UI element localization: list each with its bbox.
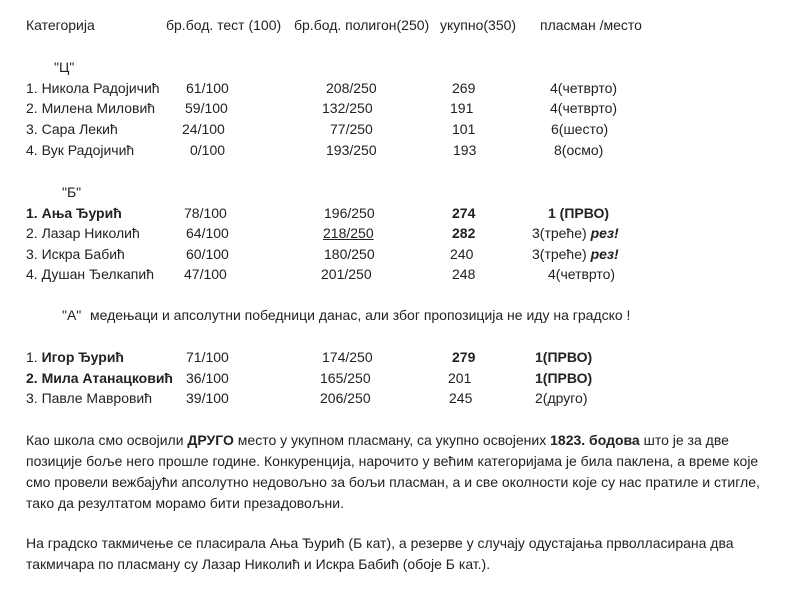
- row-place: 8(осмо): [554, 142, 604, 158]
- row-test: 71/100: [186, 349, 229, 365]
- row-test: 60/100: [186, 246, 229, 262]
- header-test: бр.бод. тест (100): [166, 17, 282, 33]
- row-name: 4. Вук Радојичић: [26, 142, 135, 158]
- row-number: 1.: [26, 205, 42, 221]
- row-place: 4(четврто): [548, 266, 616, 282]
- row-test: 61/100: [186, 80, 229, 96]
- row-name-text: Ања Ђурић: [41, 205, 122, 221]
- row-total: 269: [452, 80, 476, 96]
- row-name: [26, 370, 173, 387]
- row-test: 39/100: [186, 390, 229, 406]
- reserve-mark: рез!: [590, 225, 619, 241]
- row-polygon: 180/250: [324, 246, 375, 262]
- header-category: Категорија: [26, 17, 95, 33]
- row-total: 101: [452, 121, 476, 137]
- row-total: 240: [450, 246, 474, 262]
- row-total: 279: [452, 349, 476, 365]
- row-total: 248: [452, 266, 476, 282]
- row-polygon: 174/250: [322, 349, 373, 365]
- row-name-text: Мила Атанацковић: [41, 370, 173, 386]
- row-name-text: Игор Ђурић: [41, 349, 124, 365]
- row-total: 245: [449, 390, 473, 406]
- group-label: "Б": [62, 184, 82, 200]
- row-test: 64/100: [186, 225, 229, 241]
- row-place: 2(друго): [535, 390, 588, 406]
- row-place: 1(ПРВО): [535, 370, 593, 386]
- row-name: 3. Сара Лекић: [26, 121, 118, 137]
- header-placement: пласман /место: [540, 17, 642, 33]
- row-total: 193: [453, 142, 477, 158]
- reserve-mark: рез!: [590, 246, 619, 262]
- row-polygon: [323, 225, 374, 242]
- row-place: 1 (ПРВО): [548, 205, 610, 221]
- row-test: 0/100: [190, 142, 226, 158]
- city-competition-paragraph: На градско такмичење се пласирала Ања Ђурић (Б кат), а резерве у случају одустајања прволласирана два такмичара по пласману су Лазар Николић и Искра Бабић (обоје Б кат.).: [26, 535, 734, 572]
- group-label: "А": [62, 307, 82, 323]
- row-total: 282: [452, 225, 476, 241]
- polygon-score-underlined: 218/250: [323, 225, 374, 241]
- summary-text: што је за две позиције боље него прошле године. Конкуренција, нарочито у већим категоријама је била паклена, а време које смо провели вежбајући апсолутно недовољно за бољи пласман, а и све околности које су нас пратиле и стигле, тако да резултатом морамо бити презадовољни.: [26, 432, 760, 511]
- place-highlight: ДРУГО: [187, 432, 234, 448]
- summary-text: место у укупном пласману, са укупно освојених: [233, 432, 551, 448]
- points-highlight: 1823. бодова: [550, 432, 640, 448]
- row-name: 4. Душан Ђелкапић: [26, 266, 154, 282]
- row-polygon: 206/250: [320, 390, 371, 406]
- summary-paragraph: [26, 430, 786, 514]
- row-place: [532, 246, 619, 263]
- header-polygon: бр.бод. полигон(250): [294, 17, 430, 33]
- row-name: 2. Милена Миловић: [26, 100, 156, 116]
- row-polygon: 208/250: [326, 80, 377, 96]
- row-place-text: 3(треће): [532, 225, 587, 241]
- group-label: "Ц": [54, 59, 75, 75]
- row-test: 47/100: [184, 266, 227, 282]
- group-note: медењаци и апсолутни победници данас, али због пропозиција не иду на градско !: [90, 307, 631, 323]
- row-polygon: 196/250: [324, 205, 375, 221]
- summary-text: Као школа смо освојили: [26, 432, 188, 448]
- row-place: [532, 225, 619, 242]
- row-place: 4(четврто): [550, 80, 618, 96]
- row-name: 3. Искра Бабић: [26, 246, 125, 262]
- header-total: укупно(350): [440, 17, 517, 33]
- row-polygon: 201/250: [321, 266, 372, 282]
- row-name: [26, 349, 124, 366]
- row-test: 36/100: [186, 370, 229, 386]
- row-test: 59/100: [185, 100, 228, 116]
- row-number: 2.: [26, 370, 42, 386]
- row-total: 274: [452, 205, 476, 221]
- row-polygon: 193/250: [326, 142, 377, 158]
- row-name: 2. Лазар Николић: [26, 225, 140, 241]
- row-test: 78/100: [184, 205, 227, 221]
- row-polygon: 165/250: [320, 370, 371, 386]
- row-total: 191: [450, 100, 474, 116]
- row-name: 3. Павле Мавровић: [26, 390, 153, 406]
- row-place: 4(четврто): [550, 100, 618, 116]
- row-name: [26, 205, 122, 222]
- row-test: 24/100: [182, 121, 225, 137]
- row-place: 1(ПРВО): [535, 349, 593, 365]
- row-name: 1. Никола Радојичић: [26, 80, 160, 96]
- row-polygon: 77/250: [330, 121, 373, 137]
- row-total: 201: [448, 370, 472, 386]
- row-polygon: 132/250: [322, 100, 373, 116]
- row-number: 1.: [26, 349, 42, 365]
- row-place: 6(шесто): [551, 121, 609, 137]
- row-place-text: 3(треће): [532, 246, 587, 262]
